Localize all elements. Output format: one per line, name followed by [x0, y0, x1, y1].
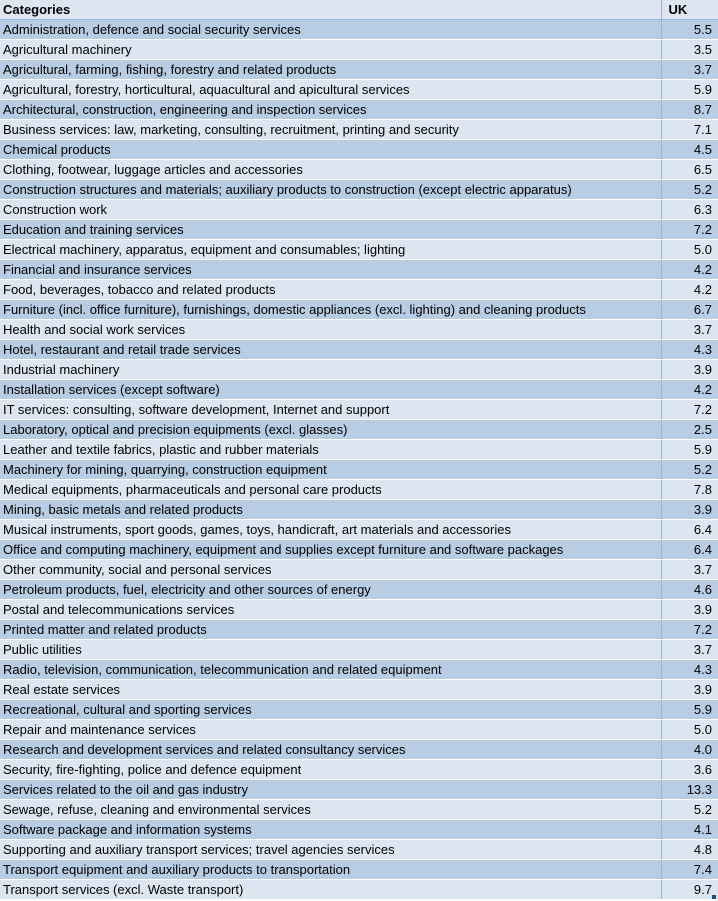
category-cell[interactable]: Real estate services [0, 680, 661, 700]
uk-value-cell[interactable]: 4.2 [661, 260, 718, 280]
table-row [0, 20, 718, 40]
uk-value-cell[interactable]: 8.7 [661, 100, 718, 120]
table-row [0, 540, 718, 560]
category-cell[interactable]: Machinery for mining, quarrying, construction equipment [0, 460, 661, 480]
table-row [0, 440, 718, 460]
uk-value-cell[interactable]: 3.7 [661, 320, 718, 340]
uk-value-cell[interactable]: 6.3 [661, 200, 718, 220]
category-cell[interactable]: Petroleum products, fuel, electricity and other sources of energy [0, 580, 661, 600]
table-row [0, 40, 718, 60]
uk-value-cell[interactable]: 13.3 [661, 780, 718, 800]
table-row [0, 600, 718, 620]
table-row [0, 380, 718, 400]
category-cell[interactable]: Transport services (excl. Waste transport) [0, 880, 661, 900]
uk-value-cell[interactable]: 5.9 [661, 440, 718, 460]
category-cell[interactable]: Transport equipment and auxiliary products to transportation [0, 860, 661, 880]
category-cell[interactable]: Radio, television, communication, telecommunication and related equipment [0, 660, 661, 680]
table-row [0, 400, 718, 420]
uk-value-cell[interactable]: 3.7 [661, 60, 718, 80]
table-row [0, 360, 718, 380]
category-cell[interactable]: Furniture (incl. office furniture), furnishings, domestic appliances (excl. lighting) and cleaning products [0, 300, 661, 320]
uk-value-cell[interactable]: 3.9 [661, 600, 718, 620]
table-row [0, 860, 718, 880]
table-row [0, 80, 718, 100]
category-cell[interactable]: Food, beverages, tobacco and related products [0, 280, 661, 300]
uk-value-cell[interactable]: 4.6 [661, 580, 718, 600]
category-cell[interactable]: Postal and telecommunications services [0, 600, 661, 620]
uk-value-cell[interactable]: 6.4 [661, 540, 718, 560]
category-cell[interactable]: Agricultural, farming, fishing, forestry and related products [0, 60, 661, 80]
uk-value-cell[interactable]: 6.5 [661, 160, 718, 180]
uk-value-cell[interactable]: 4.3 [661, 660, 718, 680]
category-cell[interactable]: Health and social work services [0, 320, 661, 340]
uk-value-cell[interactable]: 5.9 [661, 80, 718, 100]
table-row [0, 260, 718, 280]
table-body [0, 20, 718, 900]
uk-value-cell[interactable]: 5.0 [661, 720, 718, 740]
table-row [0, 200, 718, 220]
category-cell[interactable]: Security, fire-fighting, police and defence equipment [0, 760, 661, 780]
uk-value-cell[interactable]: 4.5 [661, 140, 718, 160]
table-row [0, 700, 718, 720]
category-cell[interactable]: Installation services (except software) [0, 380, 661, 400]
category-cell[interactable]: Other community, social and personal services [0, 560, 661, 580]
uk-value-cell[interactable]: 7.2 [661, 220, 718, 240]
uk-value-cell[interactable]: 7.2 [661, 400, 718, 420]
table-row [0, 120, 718, 140]
category-cell[interactable]: Medical equipments, pharmaceuticals and personal care products [0, 480, 661, 500]
table-row [0, 320, 718, 340]
category-cell[interactable]: Office and computing machinery, equipment and supplies except furniture and software packages [0, 540, 661, 560]
category-cell[interactable]: Education and training services [0, 220, 661, 240]
uk-value-cell[interactable]: 4.2 [661, 380, 718, 400]
table-row [0, 420, 718, 440]
table-row [0, 660, 718, 680]
uk-value-cell[interactable]: 3.9 [661, 360, 718, 380]
column-header-uk[interactable]: UK [661, 0, 718, 20]
category-cell[interactable]: Mining, basic metals and related products [0, 500, 661, 520]
uk-value-cell[interactable]: 3.9 [661, 680, 718, 700]
category-cell[interactable]: Research and development services and related consultancy services [0, 740, 661, 760]
table-row [0, 140, 718, 160]
table-row [0, 160, 718, 180]
table-row [0, 880, 718, 900]
uk-value-cell[interactable]: 5.5 [661, 20, 718, 40]
uk-value-cell[interactable]: 6.7 [661, 300, 718, 320]
table-row [0, 340, 718, 360]
table-row [0, 280, 718, 300]
category-cell[interactable]: Clothing, footwear, luggage articles and accessories [0, 160, 661, 180]
category-cell[interactable]: Electrical machinery, apparatus, equipment and consumables; lighting [0, 240, 661, 260]
table-row [0, 620, 718, 640]
category-cell[interactable]: Software package and information systems [0, 820, 661, 840]
category-cell[interactable]: Recreational, cultural and sporting services [0, 700, 661, 720]
category-cell[interactable]: IT services: consulting, software development, Internet and support [0, 400, 661, 420]
category-cell[interactable]: Financial and insurance services [0, 260, 661, 280]
category-cell[interactable]: Supporting and auxiliary transport services; travel agencies services [0, 840, 661, 860]
category-cell[interactable]: Business services: law, marketing, consulting, recruitment, printing and security [0, 120, 661, 140]
uk-value-cell[interactable]: 6.4 [661, 520, 718, 540]
category-cell[interactable]: Musical instruments, sport goods, games, toys, handicraft, art materials and accessories [0, 520, 661, 540]
category-cell[interactable]: Administration, defence and social security services [0, 20, 661, 40]
uk-value-cell[interactable]: 5.9 [661, 700, 718, 720]
category-cell[interactable]: Chemical products [0, 140, 661, 160]
table-row [0, 180, 718, 200]
category-cell[interactable]: Printed matter and related products [0, 620, 661, 640]
uk-value-cell[interactable]: 3.5 [661, 40, 718, 60]
uk-value-cell[interactable]: 7.8 [661, 480, 718, 500]
table-row [0, 500, 718, 520]
uk-value-cell[interactable]: 5.2 [661, 460, 718, 480]
table-row [0, 800, 718, 820]
table-row [0, 580, 718, 600]
table-row [0, 520, 718, 540]
table-row [0, 720, 718, 740]
category-cell[interactable]: Agricultural machinery [0, 40, 661, 60]
table-row [0, 480, 718, 500]
uk-value-cell[interactable]: 4.1 [661, 820, 718, 840]
uk-value-cell[interactable]: 5.2 [661, 800, 718, 820]
uk-value-cell[interactable]: 4.3 [661, 340, 718, 360]
table-row [0, 640, 718, 660]
selection-fill-handle[interactable] [712, 895, 716, 899]
uk-value-cell[interactable]: 9.7 [661, 880, 718, 900]
uk-value-cell[interactable]: 5.2 [661, 180, 718, 200]
table-row [0, 780, 718, 800]
category-cell[interactable]: Services related to the oil and gas industry [0, 780, 661, 800]
category-cell[interactable]: Public utilities [0, 640, 661, 660]
category-cell[interactable]: Repair and maintenance services [0, 720, 661, 740]
uk-value-cell[interactable]: 7.4 [661, 860, 718, 880]
uk-value-cell[interactable]: 4.2 [661, 280, 718, 300]
table-row [0, 680, 718, 700]
table-row [0, 220, 718, 240]
uk-value-cell[interactable]: 3.7 [661, 560, 718, 580]
category-cell[interactable]: Laboratory, optical and precision equipments (excl. glasses) [0, 420, 661, 440]
table-row [0, 560, 718, 580]
uk-value-cell[interactable]: 7.1 [661, 120, 718, 140]
uk-value-cell[interactable]: 4.8 [661, 840, 718, 860]
table-row [0, 820, 718, 840]
uk-value-cell[interactable]: 3.6 [661, 760, 718, 780]
category-cell[interactable]: Hotel, restaurant and retail trade services [0, 340, 661, 360]
column-header-categories[interactable]: Categories [0, 0, 661, 20]
category-cell[interactable]: Agricultural, forestry, horticultural, aquacultural and apicultural services [0, 80, 661, 100]
table-row [0, 300, 718, 320]
table-row [0, 760, 718, 780]
table-row [0, 460, 718, 480]
table-row [0, 740, 718, 760]
uk-value-cell[interactable]: 5.0 [661, 240, 718, 260]
uk-value-cell[interactable]: 4.0 [661, 740, 718, 760]
category-cell[interactable]: Construction work [0, 200, 661, 220]
uk-value-cell[interactable]: 3.7 [661, 640, 718, 660]
category-cell[interactable]: Industrial machinery [0, 360, 661, 380]
table-row [0, 240, 718, 260]
category-cell[interactable]: Architectural, construction, engineering and inspection services [0, 100, 661, 120]
uk-value-cell[interactable]: 2.5 [661, 420, 718, 440]
uk-value-cell[interactable]: 3.9 [661, 500, 718, 520]
table-row [0, 60, 718, 80]
table-row [0, 840, 718, 860]
category-cell[interactable]: Construction structures and materials; auxiliary products to construction (except electric apparatus) [0, 180, 661, 200]
header-row [0, 0, 718, 20]
category-cell[interactable]: Sewage, refuse, cleaning and environmental services [0, 800, 661, 820]
category-cell[interactable]: Leather and textile fabrics, plastic and rubber materials [0, 440, 661, 460]
uk-value-cell[interactable]: 7.2 [661, 620, 718, 640]
table-row [0, 100, 718, 120]
